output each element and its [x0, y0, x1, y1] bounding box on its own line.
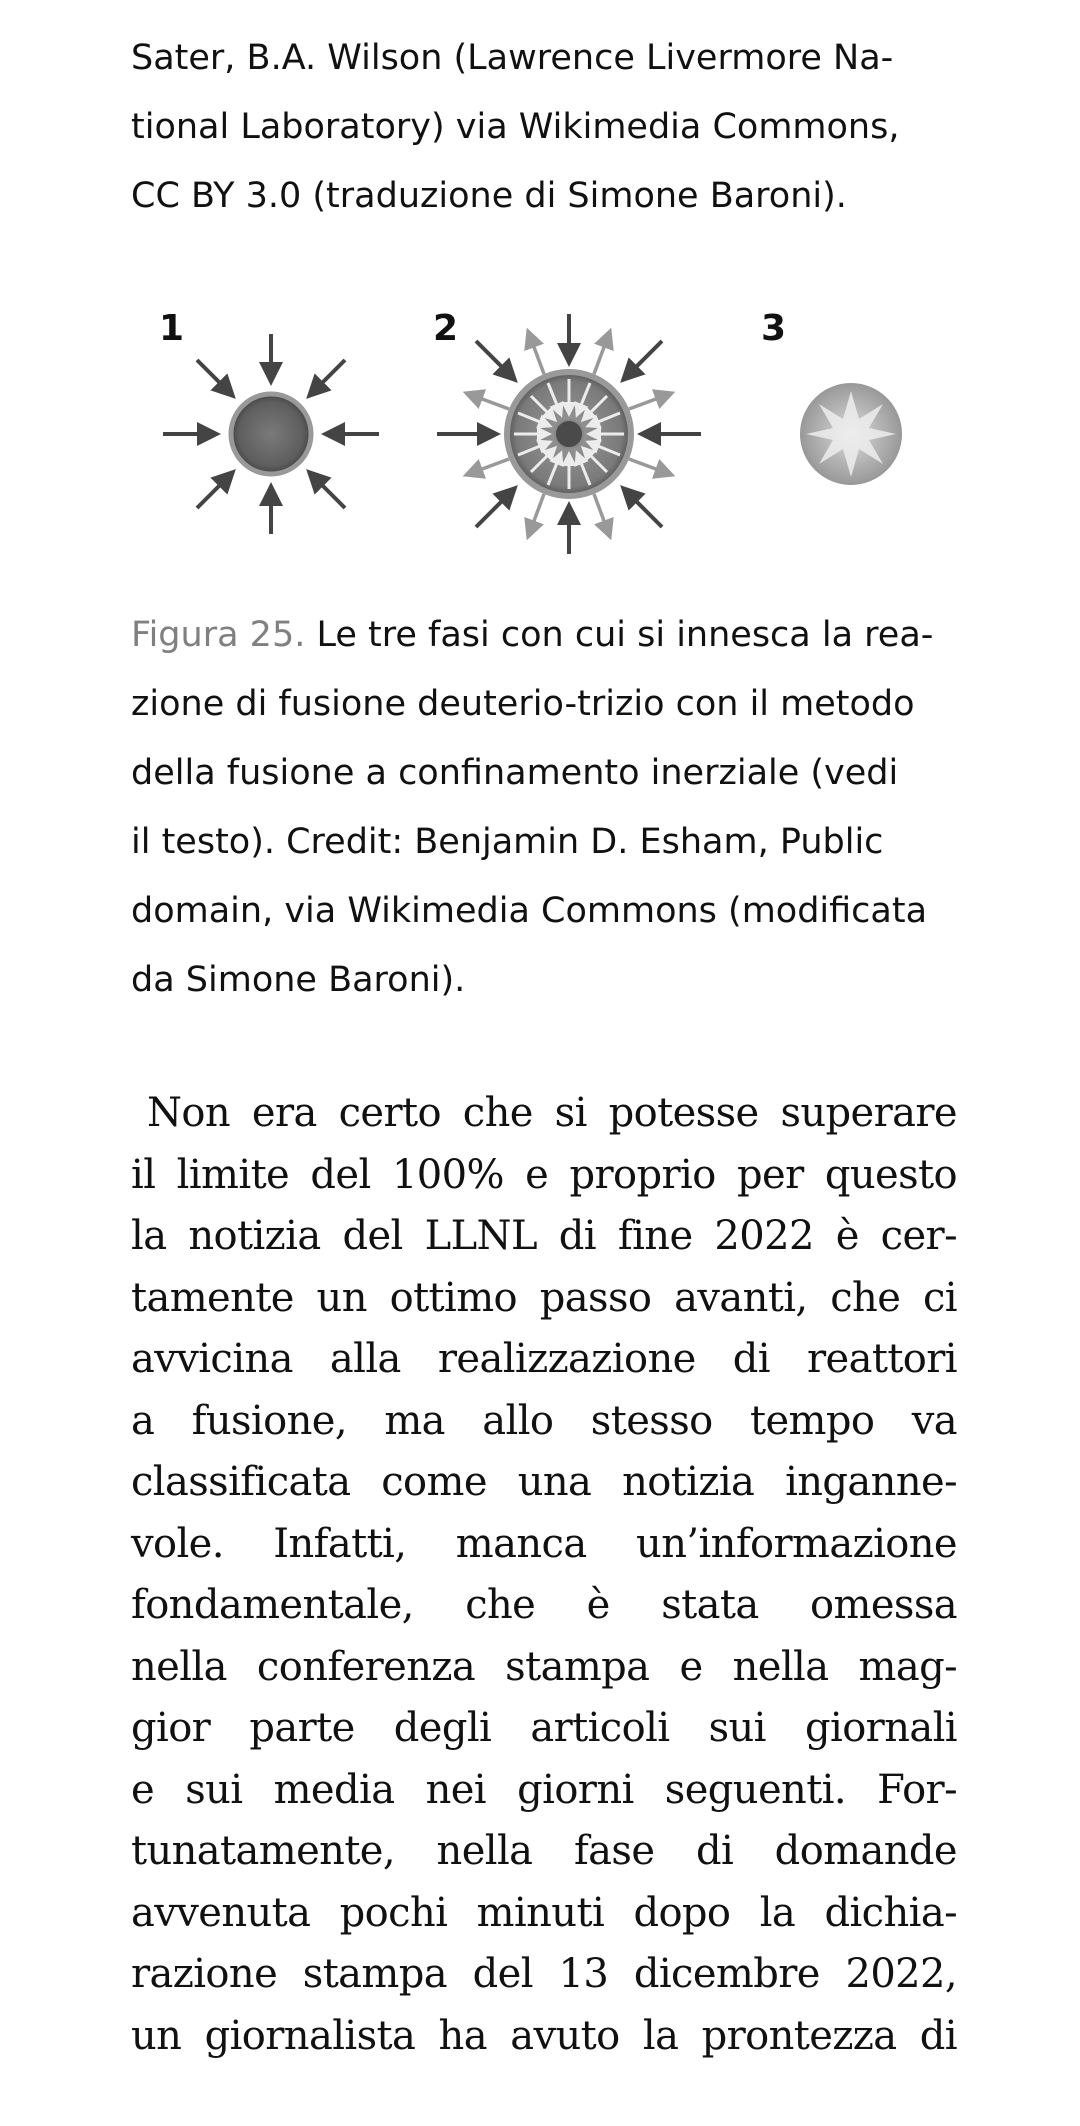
body-line: classificata come una notizia inganne-	[131, 1459, 957, 1505]
body-line: avvicina alla realizzazione di reattori	[131, 1336, 957, 1382]
body-line: nella conferenza stampa e nella mag-	[131, 1643, 957, 1690]
caption-line: da Simone Baroni).	[131, 960, 466, 1000]
body-line: il limite del 100% e proprio per questo	[131, 1151, 957, 1198]
figure-caption	[131, 601, 957, 1015]
body-line: Non era certo che si potesse superare	[147, 1090, 957, 1136]
capsule-implosion-icon	[437, 314, 701, 554]
caption-line: domain, via Wikimedia Commons (modificata	[131, 891, 928, 931]
body-line: vole. Infatti, manca un’informazione	[131, 1520, 957, 1567]
body-line: gior parte degli articoli sui giornali	[131, 1705, 957, 1751]
caption-line: CC BY 3.0 (traduzione di Simone Baroni).	[131, 176, 847, 216]
body-line: avvenuta pochi minuti dopo la dichia-	[131, 1889, 957, 1936]
figure-reference: Figura 25.	[131, 615, 306, 655]
caption-line	[131, 601, 957, 670]
body-line: razione stampa del 13 dicembre 2022,	[131, 1951, 957, 1997]
body-line: la notizia del LLNL di fine 2022 è cer-	[131, 1213, 957, 1259]
body-line: tamente un ottimo passo avanti, che ci	[131, 1274, 957, 1321]
figure-illustration	[131, 279, 957, 579]
fuel-capsule-compression-icon	[163, 334, 379, 534]
body-line: un giornalista ha avuto la prontezza di	[131, 2012, 957, 2059]
body-line: tunatamente, nella fase di domande	[131, 1828, 957, 1874]
credit-caption	[131, 24, 957, 231]
caption-line: della fusione a confinamento inerziale (vedi	[131, 753, 899, 793]
caption-line: il testo). Credit: Benjamin D. Esham, Public	[131, 822, 884, 862]
caption-line: tional Laboratory) via Wikimedia Commons,	[131, 107, 900, 147]
stage-label-3: 3	[761, 308, 787, 349]
caption-line: Sater, B.A. Wilson (Lawrence Livermore Na-	[131, 38, 894, 78]
ignited-fusion-capsule-icon	[801, 384, 901, 484]
body-line: a fusione, ma allo stesso tempo va	[131, 1397, 957, 1444]
body-paragraph	[131, 1083, 957, 2067]
caption-text: Le tre fasi con cui si innesca la rea-	[305, 615, 934, 655]
caption-line: zione di fusione deuterio-trizio con il metodo	[131, 684, 915, 724]
body-line: e sui media nei giorni seguenti. For-	[131, 1766, 957, 1813]
stage-label-2: 2	[433, 308, 459, 349]
page	[131, 0, 957, 2067]
stage-label-1: 1	[159, 308, 185, 349]
body-line: fondamentale, che è stata omessa	[131, 1582, 957, 1628]
figure-25	[131, 279, 957, 579]
